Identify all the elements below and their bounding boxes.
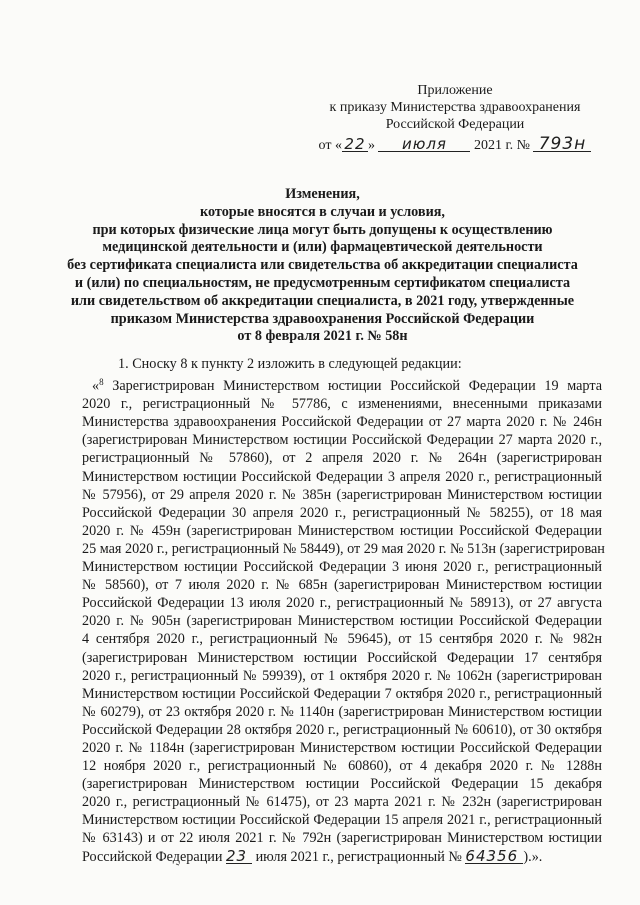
body-line: (зарегистрирован Министерством юстиции Российской Федерации 15 декабря bbox=[82, 776, 602, 793]
body-line: № 58560), от 7 июля 2020 г. № 685н (зарегистрирован Министерством юстиции bbox=[82, 577, 602, 594]
body-line: 2020 г., регистрационный № 61475), от 23 марта 2021 г. № 232н (зарегистрирован bbox=[82, 794, 602, 811]
body-line: Министерством юстиции Российской Федерации 3 июня 2020 г., регистрационный bbox=[82, 559, 602, 576]
footnote-first-line: «$^8$ Зарегистрирован Министерством юстиции Российской Федерации 19 марта bbox=[92, 377, 603, 395]
handwritten-day: 22 bbox=[342, 137, 368, 152]
title-line: без сертификата специалиста или свидетельства об аккредитации специалиста bbox=[67, 257, 578, 274]
handwritten-day-2: 23 bbox=[226, 849, 252, 864]
body-line: 2020 г. № 905н (зарегистрирован Министерством юстиции Российской Федерации bbox=[82, 613, 602, 630]
title-line: или свидетельством об аккредитации специалиста, в 2021 году, утвержденные bbox=[70, 292, 575, 309]
body-line: Российской Федерации 13 июля 2020 г., регистрационный № 58913), от 27 августа bbox=[82, 595, 602, 612]
body-line: 4 сентября 2020 г., регистрационный № 59645), от 15 сентября 2020 г. № 982н bbox=[82, 631, 602, 648]
document-body bbox=[82, 355, 605, 866]
body-line: 2020 г., регистрационный № 57786, с изменениями, внесенными приказами bbox=[82, 396, 602, 413]
body-line: Министерством юстиции Российской Федерации 3 апреля 2020 г., регистрационный bbox=[82, 468, 602, 485]
body-line: 12 ноября 2020 г., регистрационный № 60860), от 4 декабря 2020 г. № 1288н bbox=[82, 758, 602, 775]
body-line: № 60279), от 23 октября 2020 г. № 1140н (зарегистрирован Министерством юстиции bbox=[82, 703, 602, 720]
body-line: Министерством юстиции Российской Федерации 7 октября 2020 г., регистрационный bbox=[82, 685, 602, 702]
paragraph-1: 1. Сноску 8 к пункту 2 изложить в следующей редакции: bbox=[118, 356, 462, 372]
footnote-marker: 8 bbox=[99, 377, 104, 388]
handwritten-order-number: 793н bbox=[533, 137, 591, 152]
handwritten-registration-number: 64356 bbox=[465, 849, 523, 864]
appendix-country: Российской Федерации bbox=[385, 117, 525, 132]
body-line: 2020 г. № 1184н (зарегистрирован Министерством юстиции Российской Федерации bbox=[82, 739, 602, 756]
handwritten-month: июля bbox=[378, 137, 470, 152]
body-line: (зарегистрирован Министерством юстиции Российской Федерации 17 сентября bbox=[82, 649, 602, 666]
title-line: приказом Министерства здравоохранения Российской Федерации bbox=[110, 310, 535, 327]
appendix-header bbox=[300, 82, 610, 154]
document-title bbox=[40, 186, 605, 346]
footnote-last-line: Российской Федерации 23 июля 2021 г., регистрационный № 64356 ).». bbox=[82, 846, 543, 865]
appendix-date-line: от « 22 » июля 2021 г. № 793н bbox=[300, 137, 610, 154]
body-line: Российской Федерации 30 апреля 2020 г., регистрационный № 58255), от 18 мая bbox=[82, 504, 602, 521]
appendix-label: Приложение bbox=[417, 83, 493, 98]
title-line: при которых физические лица могут быть допущены к осуществлению bbox=[92, 221, 553, 238]
body-line: Российской Федерации 28 октября 2020 г., регистрационный № 60610), от 30 октября bbox=[82, 721, 602, 738]
body-line: 25 мая 2020 г., регистрационный № 58449), от 29 мая 2020 г. № 513н (зарегистрирован bbox=[82, 540, 605, 557]
body-line: 2020 г., регистрационный № 59939), от 1 октября 2020 г. № 1062н (зарегистрирован bbox=[82, 667, 602, 684]
title-line: медицинской деятельности и (или) фармацевтической деятельности bbox=[102, 239, 543, 256]
body-line: Министерством юстиции Российской Федерации 15 апреля 2021 г., регистрационный bbox=[82, 812, 602, 829]
title-line: Изменения, bbox=[285, 186, 360, 202]
body-line: № 63143) и от 22 июля 2021 г. № 792н (зарегистрирован Министерством юстиции bbox=[82, 830, 602, 847]
body-line: Министерства здравоохранения Российской Федерации от 27 марта 2020 г. № 246н bbox=[82, 414, 602, 431]
body-line: 2020 г. № 459н (зарегистрирован Министерством юстиции Российской Федерации bbox=[82, 522, 602, 539]
title-line: которые вносятся в случаи и условия, bbox=[200, 203, 445, 220]
body-line: регистрационный № 57860), от 2 апреля 2020 г. № 264н (зарегистрирован bbox=[82, 450, 602, 467]
title-line: от 8 февраля 2021 г. № 58н bbox=[237, 328, 408, 345]
body-line: № 57956), от 29 апреля 2020 г. № 385н (зарегистрирован Министерством юстиции bbox=[82, 486, 602, 503]
title-line: и (или) по специальностям, не предусмотренным сертификатом специалиста bbox=[74, 274, 571, 291]
body-line: (зарегистрирован Министерством юстиции Российской Федерации 27 марта 2020 г., bbox=[82, 432, 602, 449]
appendix-order-ref: к приказу Министерства здравоохранения bbox=[329, 100, 581, 115]
